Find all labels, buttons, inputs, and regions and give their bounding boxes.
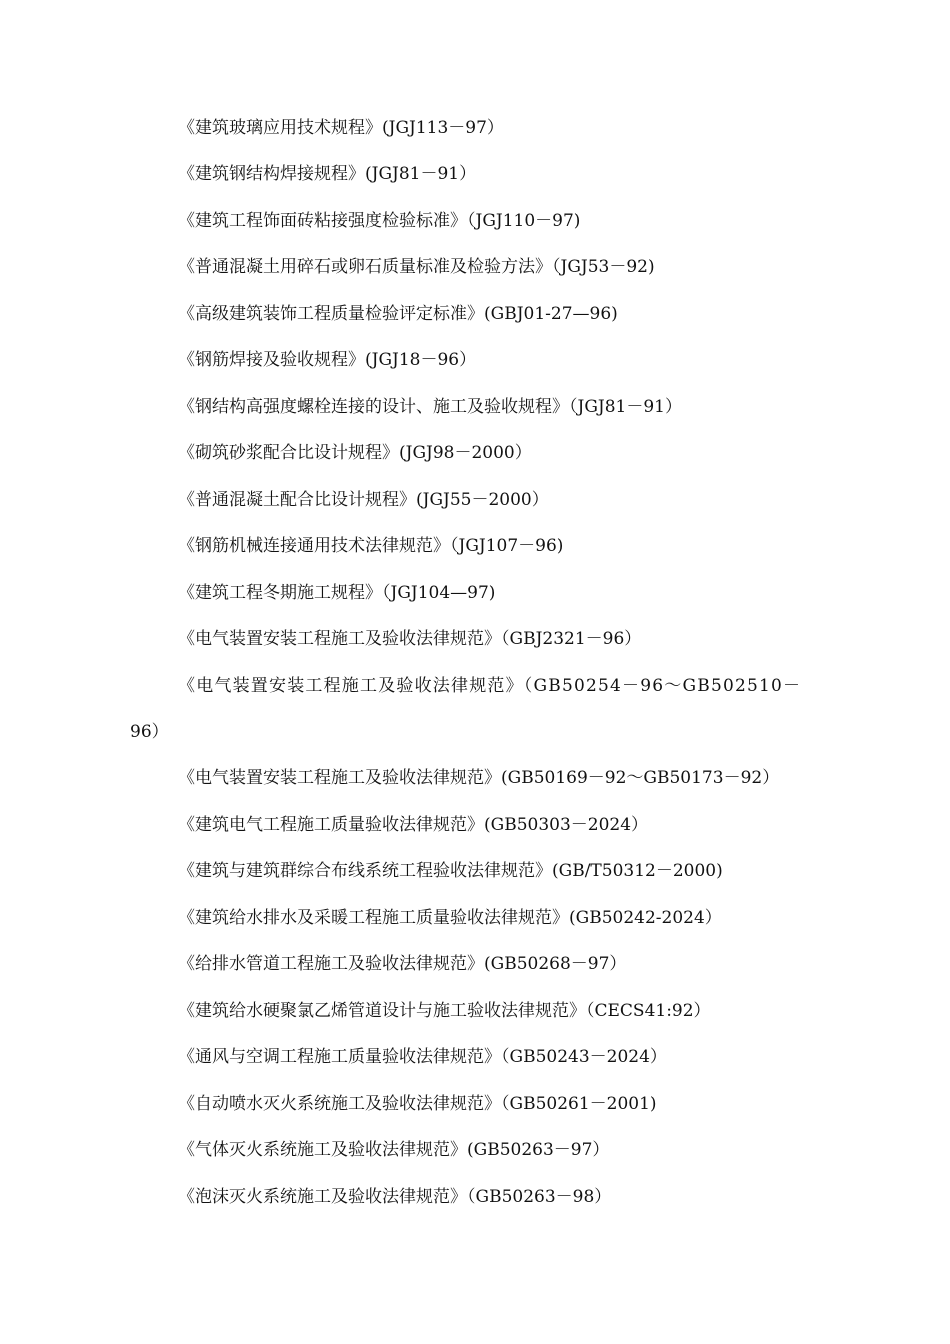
standard-line-4: 《普通混凝土用碎石或卵石质量标准及检验方法》（JGJ53－92) xyxy=(178,257,655,277)
standard-line-8: 《砌筑砂浆配合比设计规程》(JGJ98－2000） xyxy=(178,443,532,463)
standard-line-2: 《建筑钢结构焊接规程》(JGJ81－91） xyxy=(178,164,477,184)
standard-line-23: 《泡沫灭火系统施工及验收法律规范》（GB50263－98） xyxy=(178,1187,612,1207)
standard-line-3: 《建筑工程饰面砖粘接强度检验标准》（JGJ110－97) xyxy=(178,211,581,231)
standard-line-9: 《普通混凝土配合比设计规程》(JGJ55－2000） xyxy=(178,490,549,510)
standard-line-1: 《建筑玻璃应用技术规程》(JGJ113－97） xyxy=(178,118,504,138)
standard-line-5: 《高级建筑装饰工程质量检验评定标准》(GBJ01-27—96) xyxy=(178,304,618,324)
standard-line-7: 《钢结构高强度螺栓连接的设计、施工及验收规程》（JGJ81－91） xyxy=(178,397,682,417)
standard-line-22: 《气体灭火系统施工及验收法律规范》(GB50263－97） xyxy=(178,1140,610,1160)
standard-line-13-continuation: 96） xyxy=(130,722,169,742)
standard-line-18: 《给排水管道工程施工及验收法律规范》(GB50268－97） xyxy=(178,954,627,974)
standard-line-11: 《建筑工程冬期施工规程》（JGJ104—97) xyxy=(178,583,496,603)
standard-line-12: 《电气装置安装工程施工及验收法律规范》（GBJ2321－96） xyxy=(178,629,642,649)
standard-line-15: 《建筑电气工程施工质量验收法律规范》(GB50303－2024） xyxy=(178,815,649,835)
standard-line-14: 《电气装置安装工程施工及验收法律规范》(GB50169－92～GB50173－92） xyxy=(178,768,780,788)
standard-line-20: 《通风与空调工程施工质量验收法律规范》（GB50243－2024） xyxy=(178,1047,667,1067)
standard-line-16: 《建筑与建筑群综合布线系统工程验收法律规范》(GB/T50312－2000) xyxy=(178,861,723,881)
standard-line-17: 《建筑给水排水及采暖工程施工质量验收法律规范》(GB50242-2024） xyxy=(178,908,722,928)
standard-line-21: 《自动喷水灭火系统施工及验收法律规范》（GB50261－2001) xyxy=(178,1094,657,1114)
standard-line-10: 《钢筋机械连接通用技术法律规范》（JGJ107－96) xyxy=(178,536,564,556)
standard-line-6: 《钢筋焊接及验收规程》(JGJ18－96） xyxy=(178,350,477,370)
standard-line-19: 《建筑给水硬聚氯乙烯管道设计与施工验收法律规范》（CECS41:92） xyxy=(178,1001,711,1021)
standard-line-13: 《电气装置安装工程施工及验收法律规范》（GB50254－96～GB502510－ xyxy=(178,676,802,696)
